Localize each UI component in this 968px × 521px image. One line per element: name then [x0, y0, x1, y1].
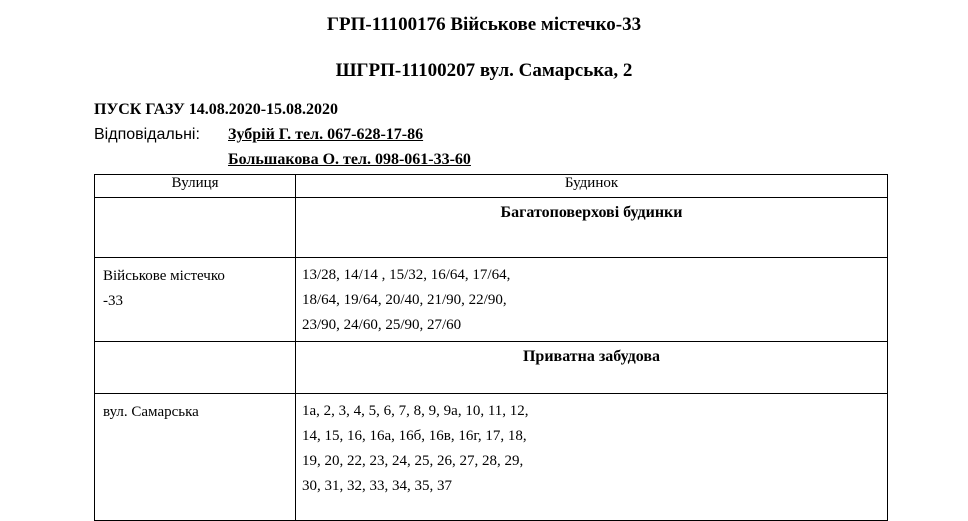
houses-cell [296, 394, 888, 521]
column-header-building: Будинок [296, 175, 888, 198]
column-header-street: Вулиця [95, 175, 296, 198]
houses-cell [296, 258, 888, 342]
address-table [94, 174, 888, 521]
house-numbers-line: 14, 15, 16, 16а, 16б, 16в, 16г, 17, 18, [302, 428, 527, 444]
responsible-person-2: Большакова О. тел. 098-061-33-60 [228, 151, 471, 168]
house-numbers-line: 18/64, 19/64, 20/40, 21/90, 22/90, [302, 292, 507, 308]
section-row-private [95, 342, 888, 394]
table-row [95, 258, 888, 342]
section-label-multistorey: Багатоповерхові будинки [296, 198, 888, 258]
document-title: ГРП-11100176 Військове містечко-33 [326, 14, 642, 35]
table-row [95, 394, 888, 521]
table-header-row [95, 175, 888, 198]
responsible-person-1: Зубрій Г. тел. 067-628-17-86 [228, 126, 424, 143]
section-row-multistorey [95, 198, 888, 258]
street-name-line: Військове містечко [103, 268, 225, 284]
house-numbers-line: 30, 31, 32, 33, 34, 35, 37 [302, 478, 452, 494]
street-cell [95, 258, 296, 342]
house-numbers-line: 23/90, 24/60, 25/90, 27/60 [302, 317, 462, 333]
document-subtitle: ШГРП-11100207 вул. Самарська, 2 [335, 60, 633, 81]
section-empty-cell [95, 342, 296, 394]
house-numbers-line: 13/28, 14/14 , 15/32, 16/64, 17/64, [302, 267, 511, 283]
section-empty-cell [95, 198, 296, 258]
gas-launch-dates: ПУСК ГАЗУ 14.08.2020-15.08.2020 [94, 101, 339, 118]
street-cell: вул. Самарська [95, 394, 296, 521]
section-label-private: Приватна забудова [296, 342, 888, 394]
house-numbers-line: 1а, 2, 3, 4, 5, 6, 7, 8, 9, 9а, 10, 11, 12, [302, 403, 529, 419]
responsible-label: Відповідальні: [94, 126, 200, 143]
house-numbers-line: 19, 20, 22, 23, 24, 25, 26, 27, 28, 29, [302, 453, 524, 469]
street-name-line: -33 [103, 293, 123, 309]
